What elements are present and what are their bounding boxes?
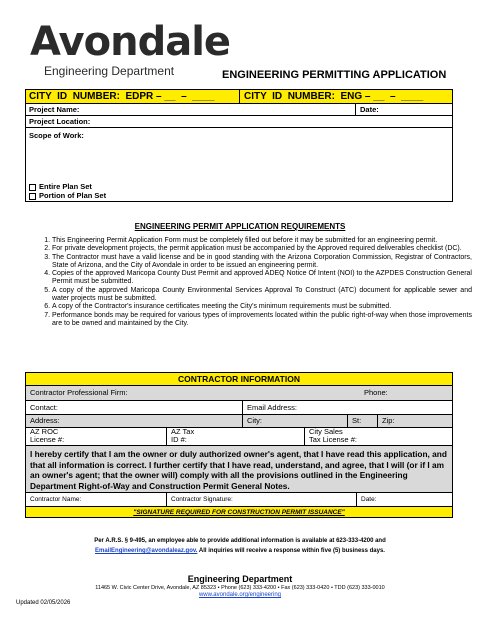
list-item: 2. For private development projects, the permit application must be accompanied by the Approved required deliverables checklist (DC). — [52, 245, 472, 253]
ars-notice: Per A.R.S. § 9-495, an employee able to provide additional information is available at 623-333-4200 and EmailEngineering@avondaleaz.gov. All inquiries will receive a response within five (5) business days. — [94, 538, 386, 554]
phone-field[interactable]: Phone: — [364, 388, 388, 397]
city-sales-tax-field[interactable]: City Sales Tax License #: — [309, 427, 357, 444]
scope-of-work-label: Scope of Work: — [29, 131, 84, 140]
list-item: 7. Performance bonds may be required for various types of improvements located within the public right-of-way when those improvements are to be owned and maintained by the City. — [52, 312, 472, 329]
az-roc-field[interactable]: AZ ROC License #: — [26, 428, 167, 445]
entire-plan-set-option[interactable]: Entire Plan Set — [29, 182, 92, 191]
address-field[interactable]: Address: — [26, 415, 243, 427]
zip-field[interactable]: Zip: — [382, 416, 395, 425]
city-id-bar — [25, 89, 453, 104]
contractor-info-block — [25, 372, 453, 518]
requirements-list — [30, 237, 472, 328]
signature-required-note: "SIGNATURE REQUIRED FOR CONSTRUCTION PERMIT ISSUANCE" — [26, 506, 452, 517]
list-item: 6. A copy of the Contractor's insurance certificates meeting the City's minimum requirements must be submitted. — [52, 303, 472, 311]
contact-field[interactable]: Contact: — [26, 401, 243, 414]
az-tax-id-field[interactable]: AZ Tax ID #: — [167, 428, 305, 445]
state-field[interactable]: St: — [348, 415, 378, 427]
engineering-email-link[interactable]: EmailEngineering@avondaleaz.gov. — [95, 548, 198, 554]
date-label: Date: — [360, 105, 379, 114]
edpr-id-label: CITY ID NUMBER: EDPR – __ – ____ — [29, 91, 215, 102]
contractor-signature-field[interactable]: Contractor Signature: — [167, 493, 357, 506]
requirements-title: ENGINEERING PERMIT APPLICATION REQUIREMENTS — [134, 222, 346, 231]
contractor-firm-field[interactable]: Contractor Professional Firm: — [30, 388, 128, 397]
project-location-label: Project Location: — [29, 117, 91, 126]
email-field[interactable]: Email Address: — [247, 403, 298, 412]
contractor-info-title: CONTRACTOR INFORMATION — [26, 373, 452, 385]
project-name-label: Project Name: — [29, 105, 80, 114]
checkbox-icon[interactable] — [29, 184, 36, 191]
certification-statement: I hereby certify that I am the owner or duly authorized owner's agent, that I have read this application, and that all information is correct. I further certify that I have read, understand, and agree, that I will (or if I am an owner's agent; that the owner will) comply with all the provisions outlined in the Engineering Department Right-of-Way and Construction Permit General Notes. — [26, 445, 452, 492]
checkbox-icon[interactable] — [29, 193, 36, 200]
updated-date: Updated 02/05/2026 — [16, 600, 71, 606]
signature-date-field[interactable]: Date: — [361, 496, 377, 503]
list-item: 3. The Contractor must have a valid license and be in good standing with the Arizona Corporation Commission, Registrar of Contractors, State of Arizona, and the City of Avondale in order to be issued an engineering permit. — [52, 254, 472, 271]
contractor-name-field[interactable]: Contractor Name: — [26, 493, 167, 506]
page-title: ENGINEERING PERMITTING APPLICATION — [222, 69, 447, 81]
logo-subtitle: Engineering Department — [44, 64, 175, 78]
list-item: 4. Copies of the approved Maricopa County Dust Permit and approved ADEQ Notice Of Intent (NOI) to the AZPDES Construction General Permit must be submitted. — [52, 270, 472, 287]
city-field[interactable]: City: — [243, 415, 348, 427]
project-info-block — [25, 103, 453, 202]
footer-website-link[interactable]: www.avondale.org/engineering — [198, 592, 282, 598]
eng-id-label: CITY ID NUMBER: ENG – __ – ____ — [244, 91, 424, 102]
list-item: 1. This Engineering Permit Application Form must be completely filled out before it may be submitted for an engineering permit. — [52, 237, 472, 245]
list-item: 5. A copy of the approved Maricopa County Environmental Services Approval To Construct (ATC) document for applicable sewer and water projects must be submitted. — [52, 287, 472, 304]
footer-department: Engineering Department — [187, 574, 293, 584]
avondale-logo: Avondale — [30, 19, 231, 65]
footer-address: 11465 W. Civic Center Drive, Avondale, AZ 85323 • Phone (623) 333-4200 • Fax (623) 333-0420 • TDD (623) 333-0010 — [95, 585, 385, 591]
portion-plan-set-option[interactable]: Portion of Plan Set — [29, 191, 106, 200]
